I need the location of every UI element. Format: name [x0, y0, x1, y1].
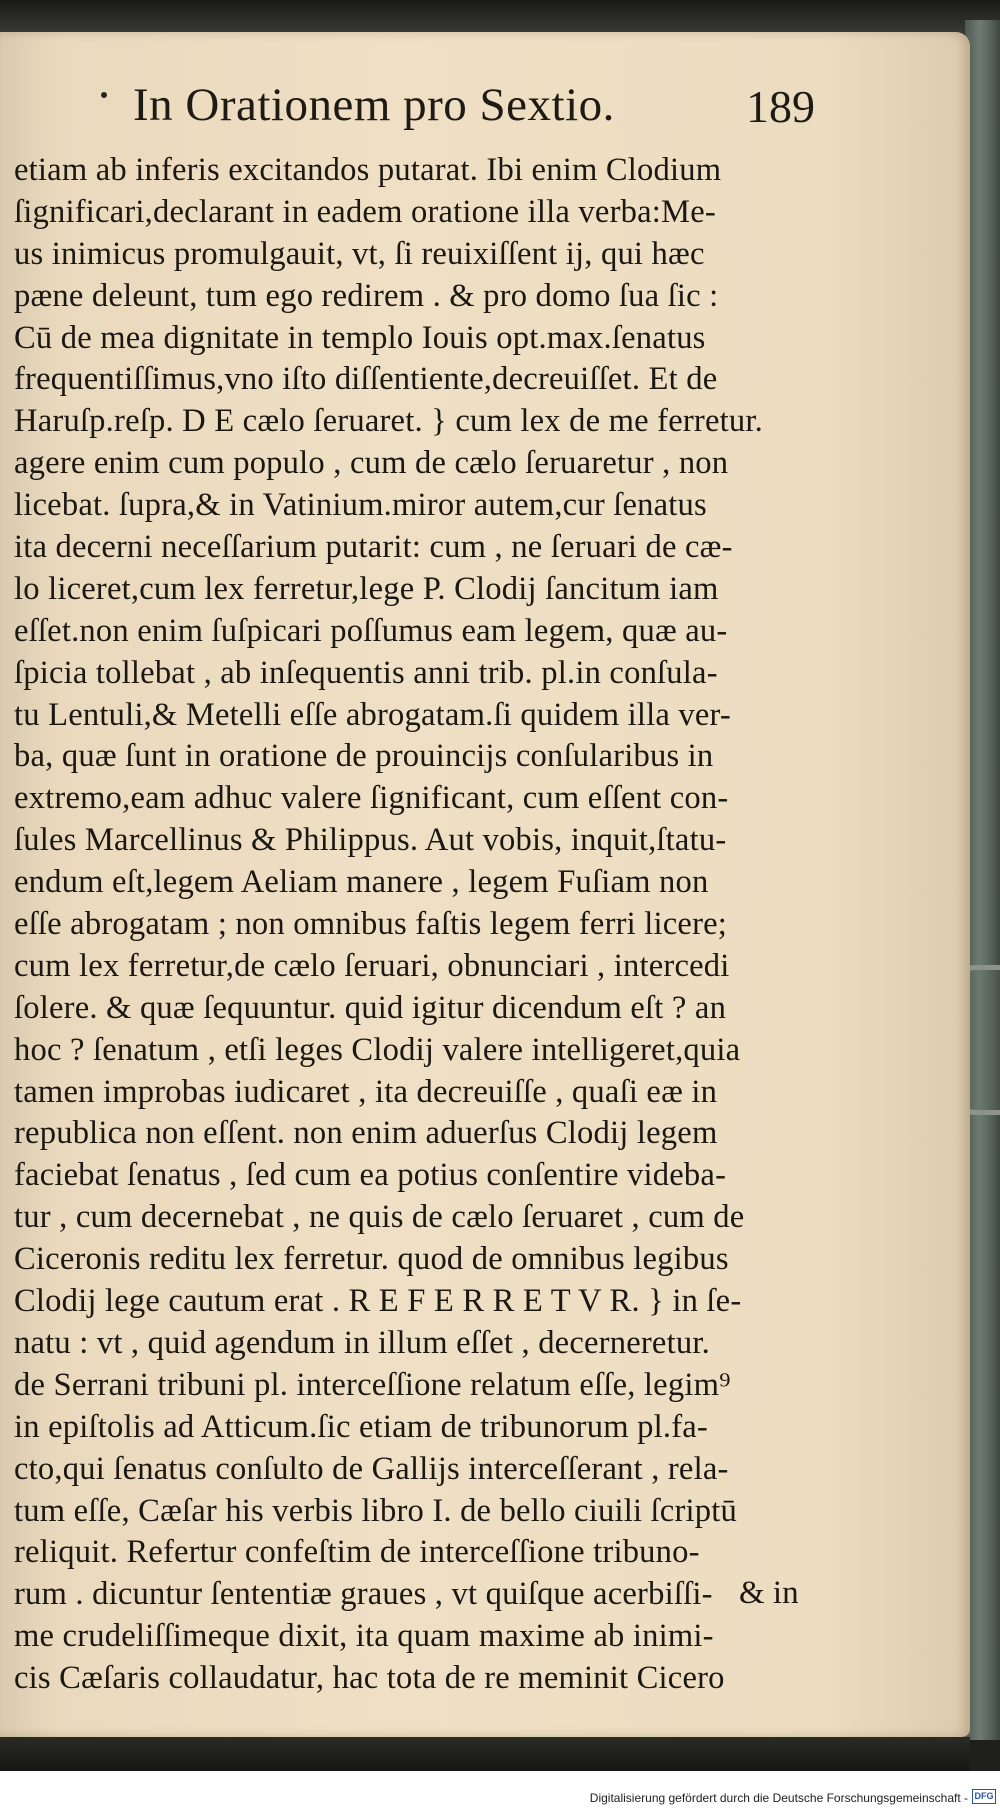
text-line: hoc ? ſenatum , etſi leges Clodij valere intelligeret,quia	[14, 1031, 741, 1068]
binding-bottom-edge	[0, 1737, 970, 1771]
running-header-title: In Orationem pro Sextio.	[133, 79, 615, 131]
text-line: tu Lentuli,& Metelli eſſe abrogatam.ſi quidem illa ver-	[14, 696, 731, 733]
text-line: in epiſtolis ad Atticum.ſic etiam de tribunorum pl.fa-	[14, 1408, 708, 1445]
text-line: ba, quæ ſunt in oratione de prouincijs conſularibus in	[14, 738, 714, 775]
text-line: ſpicia tollebat , ab inſequentis anni trib. pl.in conſula-	[14, 654, 718, 691]
text-line: faciebat ſenatus , ſed cum ea potius conſentire videba-	[14, 1157, 727, 1194]
text-line: eſſe abrogatam ; non omnibus faſtis legem ferri licere;	[14, 906, 728, 943]
text-line: me crudeliſſimeque dixit, ita quam maxime ab inimi-	[14, 1618, 714, 1655]
text-line: endum eſt,legem Aeliam manere , legem Fuſiam non	[14, 864, 709, 901]
text-line: pæne deleunt, tum ego redirem . & pro domo ſua ſic :	[14, 277, 719, 314]
text-line: ſules Marcellinus & Philippus. Aut vobis, inquit,ſtatu-	[14, 822, 727, 859]
text-line: ſignificari,declarant in eadem oratione illa verba:Me-	[14, 193, 716, 230]
digitization-credit: Digitalisierung gefördert durch die Deutsche Forschungsgemeinschaft -	[589, 1791, 968, 1805]
dfg-logo: DFG	[972, 1789, 996, 1804]
header-ornament-dot	[101, 92, 107, 98]
text-line: cto,qui ſenatus conſulto de Gallijs interceſſerant , rela-	[14, 1450, 729, 1487]
text-line: tamen improbas iudicaret , ita decreuiſſe , quaſi eæ in	[14, 1073, 718, 1110]
text-line: reliquit. Refertur confeſtim de interceſſione tribuno-	[14, 1534, 700, 1571]
text-line: frequentiſſimus,vno iſto diſſentiente,decreuiſſet. Et de	[14, 361, 718, 398]
body-text	[14, 150, 814, 1700]
text-line: cis Cæſaris collaudatur, hac tota de re meminit Cicero	[14, 1660, 725, 1697]
text-line: Ciceronis reditu lex ferretur. quod de omnibus legibus	[14, 1241, 729, 1278]
page-number: 189	[746, 81, 815, 132]
book-fore-edge	[965, 20, 1000, 1740]
binding-top-edge	[0, 0, 1000, 34]
text-line: agere enim cum populo , cum de cælo ſeruaretur , non	[14, 445, 729, 482]
text-line: republica non eſſent. non enim aduerſus Clodij legem	[14, 1115, 718, 1152]
text-line: ſolere. & quæ ſequuntur. quid igitur dicendum eſt ? an	[14, 989, 727, 1026]
text-line: us inimicus promulgauit, vt, ſi reuixiſſent ij, qui hæc	[14, 235, 705, 272]
text-line: eſſet.non enim ſuſpicari poſſumus eam legem, quæ au-	[14, 612, 728, 649]
text-line: tum eſſe, Cæſar his verbis libro I. de bello ciuili ſcriptū	[14, 1492, 738, 1529]
text-line: etiam ab inferis excitandos putarat. Ibi enim Clodium	[14, 152, 722, 188]
text-line: Clodij lege cautum erat . R E F E R R E T V R. } in ſe-	[14, 1283, 742, 1320]
text-line: cum lex ferretur,de cælo ſeruari, obnunciari , intercedi	[14, 947, 730, 984]
text-line: tur , cum decernebat , ne quis de cælo ſeruaret , cum de	[14, 1199, 745, 1236]
text-line: rum . dicuntur ſententiæ graues , vt quiſque acerbiſſi-	[14, 1576, 713, 1613]
text-line: Haruſp.reſp. D E cælo ſeruaret. } cum lex de me ferretur.	[14, 403, 763, 440]
catchword: & in	[739, 1575, 799, 1611]
text-line: de Serrani tribuni pl. interceſſione relatum eſſe, legim⁹	[14, 1366, 731, 1403]
text-line: ita decerni neceſſarium putarit: cum , ne ſeruari de cæ-	[14, 529, 733, 566]
text-line: extremo,eam adhuc valere ſignificant, cum eſſent con-	[14, 780, 729, 817]
text-line: Cū de mea dignitate in templo Iouis opt.max.ſenatus	[14, 319, 706, 356]
text-line: licebat. ſupra,& in Vatinium.miror autem,cur ſenatus	[14, 487, 707, 524]
text-line: natu : vt , quid agendum in illum eſſet , decerneretur.	[14, 1324, 710, 1361]
text-line: lo liceret,cum lex ferretur,lege P. Clodij ſancitum iam	[14, 570, 719, 607]
